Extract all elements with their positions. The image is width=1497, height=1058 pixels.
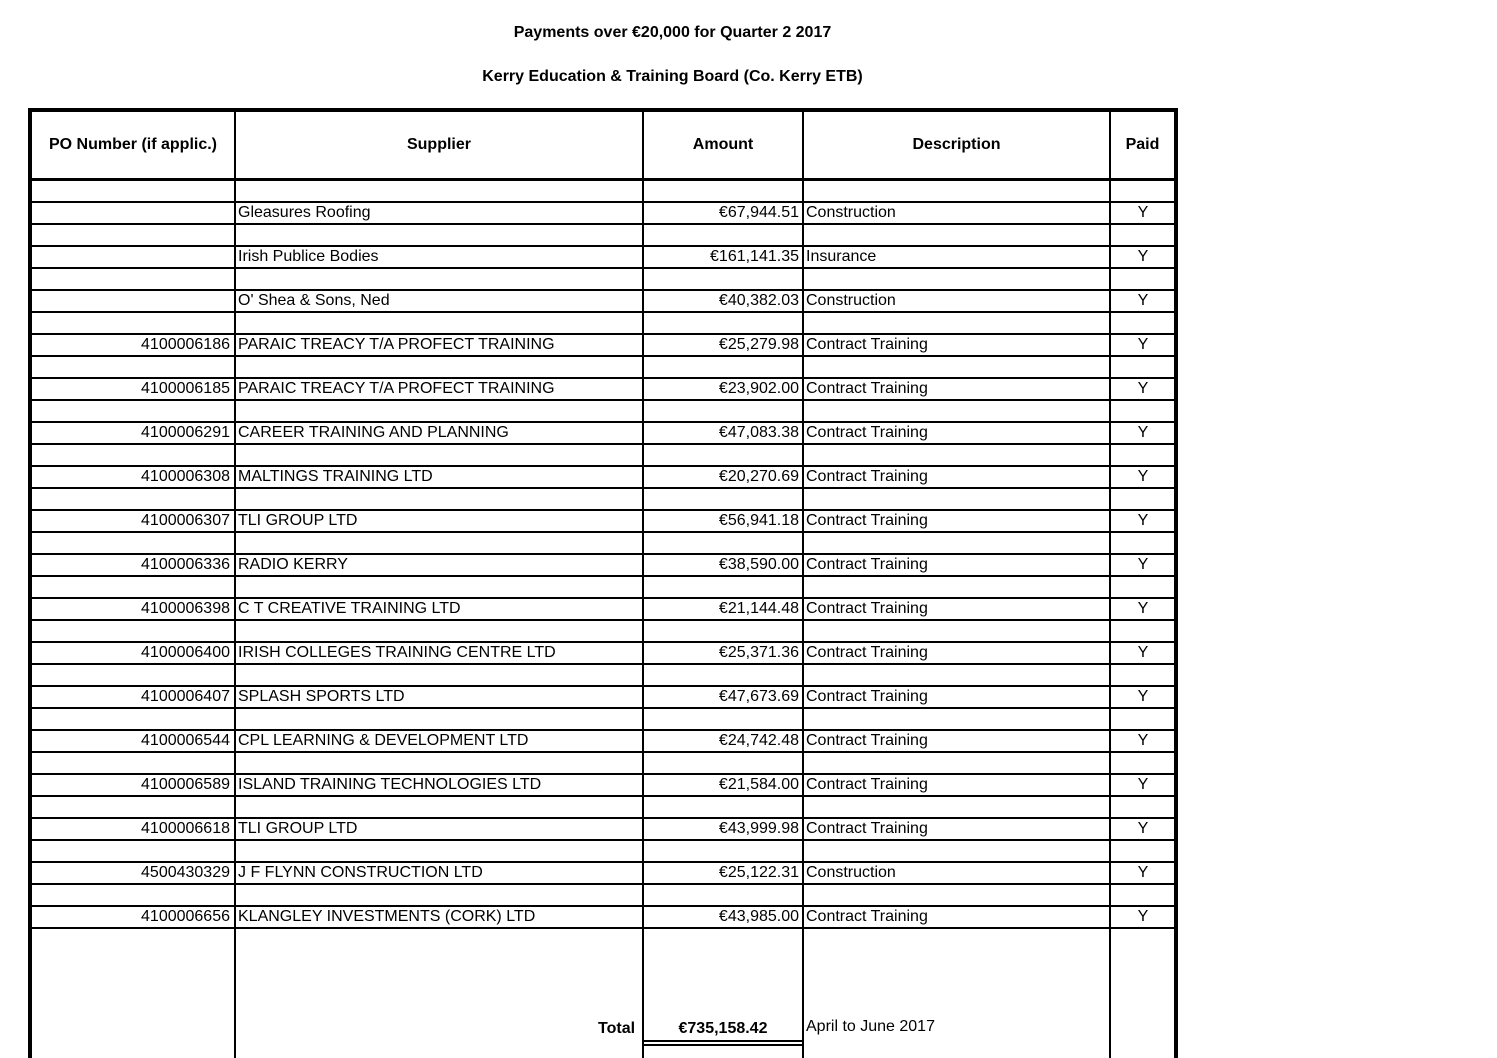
row-divider [32,839,1174,841]
row-description: Contract Training [806,468,928,485]
row-amount: €25,371.36 [718,644,799,661]
row-divider [32,927,1174,929]
page-subtitle: Kerry Education & Training Board (Co. Kerry ETB) [482,68,863,85]
row-po-number: 4100006307 [141,512,230,529]
row-paid: Y [1137,732,1149,749]
row-amount: €47,673.69 [718,688,799,705]
row-amount: €24,742.48 [718,732,799,749]
row-description: Contract Training [806,776,928,793]
header-paid: Paid [1125,136,1160,153]
row-divider [32,399,1174,401]
row-paid: Y [1137,644,1149,661]
row-paid: Y [1137,336,1149,353]
row-divider [32,707,1174,709]
row-po-number: 4500430329 [141,864,230,881]
row-po-number: 4100006544 [141,732,230,749]
row-amount: €25,122.31 [718,864,799,881]
row-supplier: SPLASH SPORTS LTD [238,688,405,705]
row-description: Contract Training [806,644,928,661]
row-po-number: 4100006308 [141,468,230,485]
column-divider [1109,112,1111,1058]
row-divider [32,289,1174,291]
row-po-number: 4100006186 [141,336,230,353]
row-divider [32,311,1174,313]
row-amount: €56,941.18 [718,512,799,529]
row-paid: Y [1137,600,1149,617]
row-description: Construction [806,292,896,309]
row-description: Contract Training [806,336,928,353]
row-supplier: O' Shea & Sons, Ned [238,292,390,309]
row-amount: €21,584.00 [718,776,799,793]
row-supplier: TLI GROUP LTD [238,512,358,529]
row-amount: €25,279.98 [718,336,799,353]
row-amount: €43,999.98 [718,820,799,837]
row-paid: Y [1137,468,1149,485]
row-supplier: KLANGLEY INVESTMENTS (CORK) LTD [238,908,536,925]
row-supplier: MALTINGS TRAINING LTD [238,468,433,485]
row-divider [32,883,1174,885]
row-amount: €23,902.00 [718,380,799,397]
row-description: Contract Training [806,380,928,397]
row-divider [32,531,1174,533]
total-underline [644,1044,802,1046]
row-po-number: 4100006407 [141,688,230,705]
row-paid: Y [1137,512,1149,529]
row-amount: €20,270.69 [718,468,799,485]
row-paid: Y [1137,820,1149,837]
row-supplier: C T CREATIVE TRAINING LTD [238,600,461,617]
row-description: Construction [806,864,896,881]
row-po-number: 4100006618 [141,820,230,837]
row-amount: €38,590.00 [718,556,799,573]
row-po-number: 4100006336 [141,556,230,573]
total-amount: €735,158.42 [678,1020,768,1037]
total-period: April to June 2017 [806,1018,935,1035]
row-amount: €47,083.38 [718,424,799,441]
row-paid: Y [1137,864,1149,881]
row-divider [32,619,1174,621]
row-divider [32,267,1174,269]
total-underline [644,1040,802,1042]
row-po-number: 4100006400 [141,644,230,661]
header-amount: Amount [692,136,754,153]
row-divider [32,487,1174,489]
row-supplier: Irish Publice Bodies [238,248,379,265]
row-paid: Y [1137,424,1149,441]
row-supplier: PARAIC TREACY T/A PROFECT TRAINING [238,380,555,397]
row-supplier: IRISH COLLEGES TRAINING CENTRE LTD [238,644,556,661]
row-divider [32,201,1174,203]
row-description: Contract Training [806,908,928,925]
row-description: Contract Training [806,512,928,529]
row-po-number: 4100006589 [141,776,230,793]
row-description: Contract Training [806,556,928,573]
row-divider [32,245,1174,247]
row-amount: €67,944.51 [718,204,799,221]
row-supplier: CPL LEARNING & DEVELOPMENT LTD [238,732,529,749]
row-paid: Y [1137,380,1149,397]
row-description: Contract Training [806,732,928,749]
row-description: Contract Training [806,688,928,705]
row-paid: Y [1137,292,1149,309]
row-divider [32,663,1174,665]
row-divider [32,223,1174,225]
row-amount: €40,382.03 [718,292,799,309]
row-paid: Y [1137,556,1149,573]
row-supplier: Gleasures Roofing [238,204,371,221]
row-description: Insurance [806,248,877,265]
row-amount: €21,144.48 [718,600,799,617]
row-po-number: 4100006185 [141,380,230,397]
row-amount: €161,141.35 [710,248,799,265]
page-title: Payments over €20,000 for Quarter 2 2017 [513,24,832,41]
row-supplier: J F FLYNN CONSTRUCTION LTD [238,864,483,881]
header-supplier: Supplier [406,136,471,153]
row-description: Contract Training [806,424,928,441]
row-supplier: CAREER TRAINING AND PLANNING [238,424,509,441]
row-po-number: 4100006398 [141,600,230,617]
row-supplier: RADIO KERRY [238,556,348,573]
total-label: Total [598,1020,636,1037]
row-paid: Y [1137,688,1149,705]
row-supplier: TLI GROUP LTD [238,820,358,837]
row-paid: Y [1137,248,1149,265]
row-description: Construction [806,204,896,221]
row-paid: Y [1137,908,1149,925]
header-divider [32,178,1174,181]
row-po-number: 4100006656 [141,908,230,925]
header-po: PO Number (if applic.) [48,136,217,153]
row-supplier: PARAIC TREACY T/A PROFECT TRAINING [238,336,555,353]
row-divider [32,795,1174,797]
row-divider [32,575,1174,577]
row-amount: €43,985.00 [718,908,799,925]
row-divider [32,355,1174,357]
row-description: Contract Training [806,820,928,837]
column-divider [802,112,804,1058]
row-paid: Y [1137,204,1149,221]
header-description: Description [912,136,1001,153]
row-divider [32,443,1174,445]
payments-table [28,108,1178,1058]
row-paid: Y [1137,776,1149,793]
row-divider [32,751,1174,753]
column-divider [234,112,236,1058]
row-supplier: ISLAND TRAINING TECHNOLOGIES LTD [238,776,542,793]
row-po-number: 4100006291 [141,424,230,441]
row-description: Contract Training [806,600,928,617]
